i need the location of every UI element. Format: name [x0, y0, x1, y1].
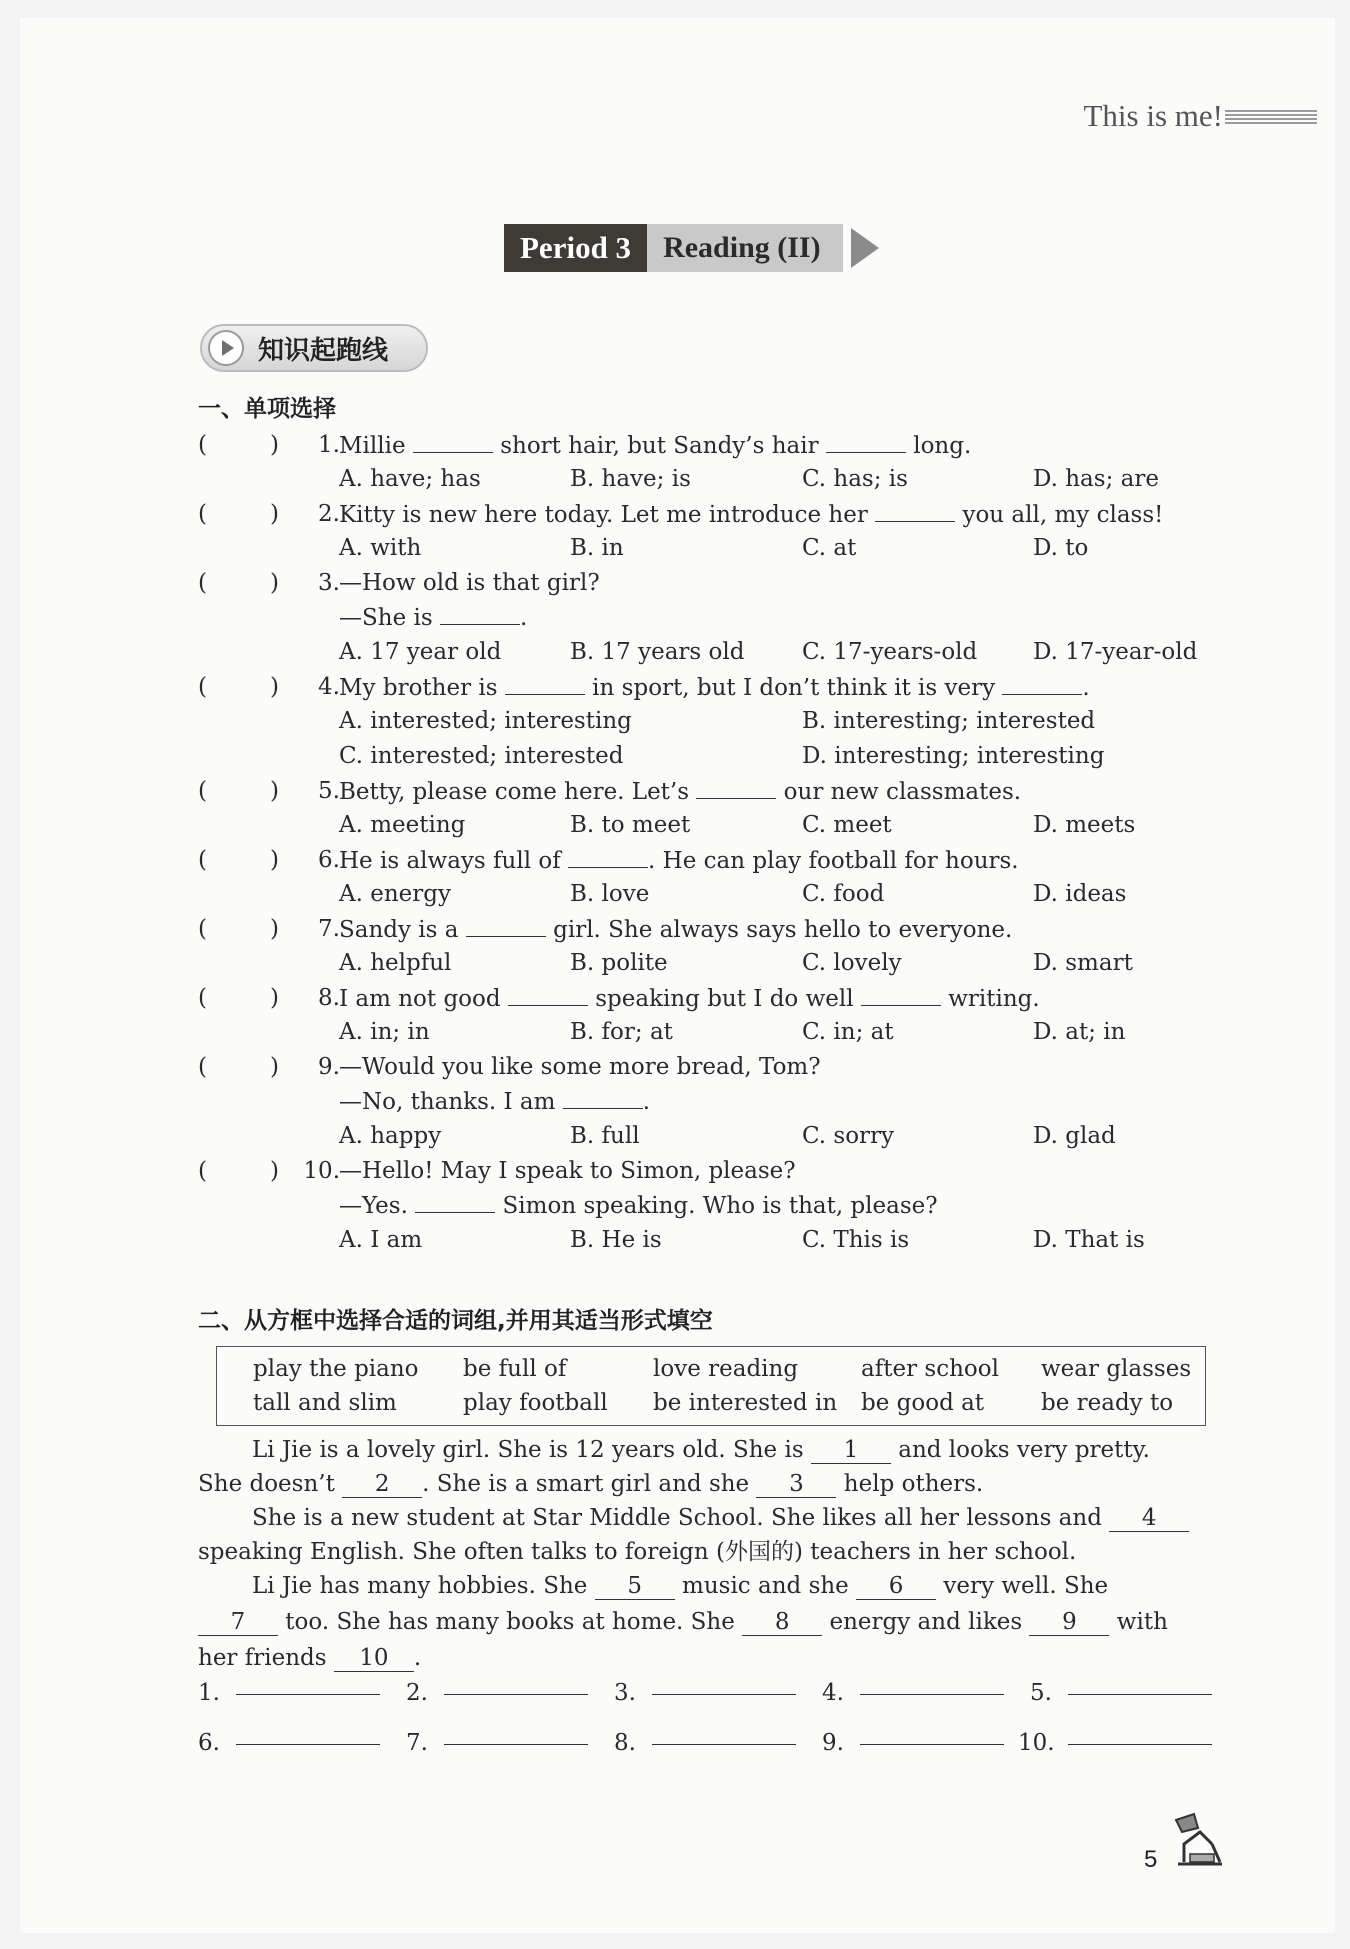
options-row: [198, 879, 1208, 909]
phrase: wear glasses: [1041, 1356, 1192, 1382]
question-text: —No, thanks. I am .: [339, 1086, 650, 1117]
header-decoration-lines: [1225, 110, 1317, 124]
question-number: 4.: [318, 674, 340, 700]
answer-label: 6.: [198, 1730, 220, 1756]
answer-label: 1.: [198, 1680, 220, 1706]
question-row: ( ) 7. Sandy is a girl. She always says hello to everyone.: [198, 916, 1013, 943]
option[interactable]: D. interesting; interesting: [802, 743, 1105, 769]
banner-period: Period 3: [504, 224, 647, 272]
question-number: 8.: [318, 985, 340, 1011]
answer-line[interactable]: [860, 1694, 1004, 1695]
option[interactable]: D. smart: [1033, 950, 1133, 976]
option[interactable]: B. love: [570, 881, 650, 907]
option[interactable]: D. glad: [1033, 1123, 1116, 1149]
option[interactable]: C. interested; interested: [339, 743, 624, 769]
question-text: Kitty is new here today. Let me introduce her you all, my class!: [339, 499, 1163, 530]
answer-line[interactable]: [444, 1744, 588, 1745]
answer-line[interactable]: [652, 1744, 796, 1745]
answer-line[interactable]: [1068, 1744, 1212, 1745]
option[interactable]: C. meet: [802, 812, 892, 838]
answer-label: 7.: [406, 1730, 428, 1756]
question-row: ( ) 4. My brother is in sport, but I don’t think it is very .: [198, 674, 1090, 701]
knowledge-pill-label: 知识起跑线: [258, 335, 389, 366]
answer-blank[interactable]: [861, 983, 941, 1006]
phrase: love reading: [653, 1356, 799, 1382]
option[interactable]: B. to meet: [570, 812, 691, 838]
answer-label: 10.: [1018, 1730, 1055, 1756]
desk-lamp-icon: [1172, 1810, 1228, 1868]
option[interactable]: B. have; is: [570, 466, 691, 492]
question-text: Millie short hair, but Sandy’s hair long.: [339, 430, 971, 461]
option[interactable]: B. full: [570, 1123, 640, 1149]
option[interactable]: D. ideas: [1033, 881, 1127, 907]
question-number: 5.: [318, 778, 340, 804]
option[interactable]: D. has; are: [1033, 466, 1159, 492]
options-row: [198, 464, 1208, 494]
passage-line: 7 too. She has many books at home. She 8 energy and likes 9 with: [198, 1607, 1168, 1637]
option[interactable]: C. This is: [802, 1227, 910, 1253]
options-row: [198, 706, 1208, 736]
answer-label: 5.: [1030, 1680, 1052, 1706]
question-row: ( ) 2. Kitty is new here today. Let me introduce her you all, my class!: [198, 501, 1164, 528]
option[interactable]: C. food: [802, 881, 885, 907]
option[interactable]: B. He is: [570, 1227, 662, 1253]
answer-blank[interactable]: [508, 983, 588, 1006]
question-number: 2.: [318, 501, 340, 527]
answer-blank[interactable]: [413, 430, 493, 453]
question-row: ( ) 3. —How old is that girl?: [198, 570, 600, 596]
question-row: ( ) 10. —Hello! May I speak to Simon, please?: [198, 1158, 796, 1184]
phrase: be full of: [463, 1356, 567, 1382]
phrase-box: [216, 1346, 1206, 1426]
options-row: [198, 1017, 1208, 1047]
question-row: ( ) 5. Betty, please come here. Let’s our new classmates.: [198, 778, 1022, 805]
option[interactable]: A. I am: [339, 1227, 423, 1253]
answer-paren-right: ): [270, 432, 279, 458]
phrase: play football: [463, 1390, 608, 1416]
answer-blank[interactable]: [875, 499, 955, 522]
passage-blank: 8: [742, 1609, 822, 1636]
answer-blank[interactable]: [568, 845, 648, 868]
question-text: —She is .: [339, 602, 527, 633]
answer-blank[interactable]: [696, 776, 776, 799]
options-row: [198, 637, 1208, 667]
option[interactable]: A. 17 year old: [339, 639, 502, 665]
answer-paren-left: (: [198, 432, 207, 458]
option[interactable]: D. at; in: [1033, 1019, 1126, 1045]
question-text: My brother is in sport, but I don’t think it is very .: [339, 672, 1090, 703]
options-row: [198, 810, 1208, 840]
passage-blank: 3: [756, 1471, 836, 1498]
option[interactable]: C. sorry: [802, 1123, 895, 1149]
passage-blank: 7: [198, 1609, 278, 1636]
passage-line: She is a new student at Star Middle School. She likes all her lessons and 4: [252, 1503, 1189, 1533]
answer-label: 4.: [822, 1680, 844, 1706]
option[interactable]: A. happy: [339, 1123, 442, 1149]
options-row: [198, 741, 1208, 771]
option[interactable]: B. interesting; interested: [802, 708, 1096, 734]
option[interactable]: C. has; is: [802, 466, 908, 492]
question-row-continued: [198, 1190, 1208, 1220]
passage-line: She doesn’t 2 . She is a smart girl and she 3 help others.: [198, 1471, 984, 1497]
answer-line[interactable]: [1068, 1694, 1212, 1695]
answer-blank[interactable]: [466, 914, 546, 937]
option[interactable]: B. polite: [570, 950, 668, 976]
question-number: 6.: [318, 847, 340, 873]
question-text: —How old is that girl?: [339, 570, 600, 596]
section1-heading: 一、单项选择: [198, 396, 336, 422]
passage-blank: 9: [1029, 1609, 1109, 1636]
question-row: ( ) 6. He is always full of . He can play football for hours.: [198, 847, 1019, 874]
option[interactable]: C. at: [802, 535, 857, 561]
question-number: 10.: [303, 1158, 340, 1184]
phrase: be good at: [861, 1390, 985, 1416]
option[interactable]: C. lovely: [802, 950, 902, 976]
question-row-continued: [198, 1086, 1208, 1116]
phrase: play the piano: [253, 1356, 419, 1382]
question-number: 1.: [318, 432, 340, 458]
option[interactable]: B. 17 years old: [570, 639, 745, 665]
answer-blank[interactable]: [415, 1190, 495, 1213]
option[interactable]: A. helpful: [339, 950, 452, 976]
knowledge-section-pill: [200, 324, 428, 372]
answer-line[interactable]: [860, 1744, 1004, 1745]
answer-label: 2.: [406, 1680, 428, 1706]
workbook-page: [20, 18, 1335, 1933]
question-row: ( ) 8. I am not good speaking but I do well writing.: [198, 985, 1040, 1012]
section2-heading: 二、从方框中选择合适的词组,并用其适当形式填空: [198, 1308, 713, 1334]
option[interactable]: A. interested; interesting: [339, 708, 632, 734]
answer-line[interactable]: [236, 1694, 380, 1695]
question-row: [198, 430, 1208, 460]
passage-blank: 6: [856, 1573, 936, 1600]
question-number: 3.: [318, 570, 340, 596]
passage-blank: 5: [595, 1573, 675, 1600]
phrase: be interested in: [653, 1390, 838, 1416]
options-row: [198, 948, 1208, 978]
option[interactable]: D. to: [1033, 535, 1089, 561]
period-banner: [504, 224, 879, 272]
banner-reading: Reading (II): [647, 224, 843, 272]
options-row: [198, 1225, 1208, 1255]
passage-line: Li Jie is a lovely girl. She is 12 years old. She is 1 and looks very pretty.: [252, 1437, 1150, 1463]
question-text: Sandy is a girl. She always says hello to everyone.: [339, 914, 1012, 945]
question-text: Betty, please come here. Let’s our new classmates.: [339, 776, 1021, 807]
answer-blank[interactable]: [440, 602, 520, 625]
option[interactable]: D. meets: [1033, 812, 1136, 838]
option[interactable]: B. for; at: [570, 1019, 673, 1045]
answer-label: 3.: [614, 1680, 636, 1706]
play-circle-icon: [208, 330, 244, 366]
header-title: This is me!: [1083, 98, 1223, 133]
passage-blank: 4: [1109, 1505, 1189, 1532]
option[interactable]: A. with: [339, 535, 422, 561]
answer-label: 9.: [822, 1730, 844, 1756]
passage-blank: 10: [334, 1645, 414, 1672]
answer-blank[interactable]: [826, 430, 906, 453]
phrase: tall and slim: [253, 1390, 397, 1416]
answer-line[interactable]: [652, 1694, 796, 1695]
question-text: I am not good speaking but I do well writing.: [339, 983, 1040, 1014]
phrase: after school: [861, 1356, 999, 1382]
question-row-continued: [198, 602, 1208, 632]
passage-line: Li Jie has many hobbies. She 5 music and she 6 very well. She: [252, 1573, 1109, 1599]
answer-label: 8.: [614, 1730, 636, 1756]
phrase: be ready to: [1041, 1390, 1174, 1416]
option[interactable]: A. energy: [339, 881, 451, 907]
option[interactable]: D. 17-year-old: [1033, 639, 1198, 665]
question-row: ( ) 9. —Would you like some more bread, Tom?: [198, 1054, 821, 1080]
options-row: [198, 533, 1208, 563]
question-text: —Hello! May I speak to Simon, please?: [339, 1158, 796, 1184]
passage-line: speaking English. She often talks to foreign (外国的) teachers in her school.: [198, 1539, 1077, 1565]
answer-line[interactable]: [444, 1694, 588, 1695]
answer-blank[interactable]: [1002, 672, 1082, 695]
answer-blank[interactable]: [563, 1086, 643, 1109]
banner-arrow-icon: [851, 228, 879, 268]
question-text: He is always full of . He can play football for hours.: [339, 845, 1019, 876]
option[interactable]: D. That is: [1033, 1227, 1145, 1253]
option[interactable]: C. in; at: [802, 1019, 894, 1045]
passage-blank: 1: [811, 1437, 891, 1464]
option[interactable]: A. meeting: [339, 812, 466, 838]
option[interactable]: C. 17-years-old: [802, 639, 978, 665]
page-number: 5: [1144, 1846, 1158, 1873]
passage-line: her friends 10 .: [198, 1645, 422, 1671]
options-row: [198, 1121, 1208, 1151]
answer-blank[interactable]: [505, 672, 585, 695]
option[interactable]: A. have; has: [339, 466, 481, 492]
option[interactable]: B. in: [570, 535, 624, 561]
passage-blank: 2: [342, 1471, 422, 1498]
question-number: 7.: [318, 916, 340, 942]
question-text: —Would you like some more bread, Tom?: [339, 1054, 821, 1080]
option[interactable]: A. in; in: [339, 1019, 430, 1045]
question-text: —Yes. Simon speaking. Who is that, please?: [339, 1190, 938, 1221]
question-number: 9.: [318, 1054, 340, 1080]
answer-line[interactable]: [236, 1744, 380, 1745]
